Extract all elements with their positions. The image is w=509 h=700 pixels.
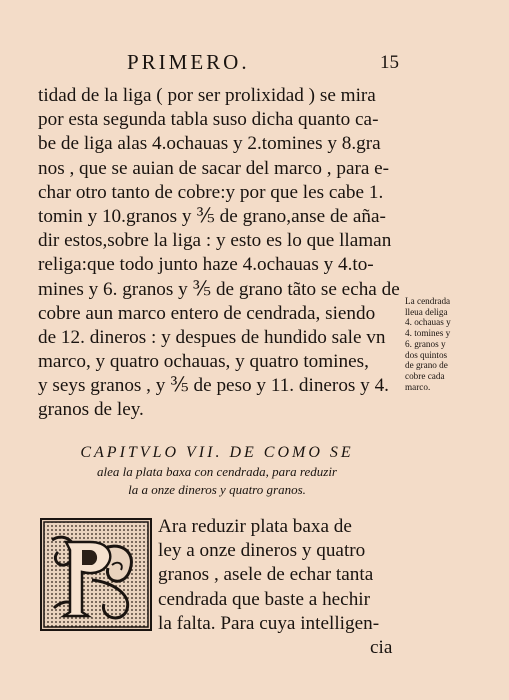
margin-note-line: lleua deliga bbox=[405, 306, 448, 317]
margin-note-line: dos quintos bbox=[405, 349, 448, 360]
text-line: marco, y quatro ochauas, y quatro tomines, bbox=[38, 351, 369, 373]
chapter-heading bbox=[47, 443, 387, 499]
margin-note-line: cobre cada bbox=[405, 370, 445, 381]
text-line: cendrada que baste a hechir bbox=[158, 588, 371, 610]
margin-note-line: 6. granos y bbox=[405, 338, 446, 349]
page-number: 15 bbox=[380, 52, 399, 73]
chapter-subtitle: alea la plata baxa con cendrada, para reduzir bbox=[97, 464, 337, 479]
text-line: Ara reduzir plata baxa de bbox=[158, 516, 352, 537]
paragraph-text bbox=[158, 515, 398, 660]
text-line: tomin y 10.granos y ⅗ de grano,anse de aña- bbox=[38, 205, 386, 227]
margin-note-line: 4. ochauas y bbox=[405, 317, 451, 328]
chapter-subtitle: la a onze dineros y quatro granos. bbox=[128, 482, 306, 497]
margin-note-line: marco. bbox=[405, 381, 431, 392]
text-line: granos , asele de echar tanta bbox=[158, 564, 374, 586]
margin-note-line: La cendrada bbox=[405, 296, 451, 306]
text-line: religa:que todo junto haze 4.ochauas y 4.to- bbox=[38, 254, 374, 276]
decorated-initial bbox=[40, 518, 152, 631]
text-line: cobre aun marco entero de cendrada, siendo bbox=[38, 302, 376, 324]
text-line: mines y 6. granos y ⅗ de grano tãto se echa de bbox=[38, 278, 400, 300]
initial-ornament-icon bbox=[42, 520, 150, 629]
running-head: PRIMERO. bbox=[127, 50, 250, 74]
text-line: cia bbox=[370, 636, 393, 658]
text-line: be de liga alas 4.ochauas y 2.tomines y 8.gra bbox=[38, 133, 381, 155]
text-line: nos , que se auian de sacar del marco , para e- bbox=[38, 157, 390, 179]
chapter-title: CAPITVLO VII. DE COMO SE bbox=[80, 444, 354, 461]
text-line: por esta segunda tabla suso dicha quanto ca- bbox=[38, 109, 379, 131]
text-line: dir estos,sobre la liga : y esto es lo que llaman bbox=[38, 230, 392, 252]
margin-note-line: 4. tomines y bbox=[405, 328, 451, 339]
text-line: y seys granos , y ⅗ de peso y 11. dineros y 4. bbox=[38, 375, 389, 397]
text-line: de 12. dineros : y despues de hundido sale vn bbox=[38, 326, 386, 348]
text-line: tidad de la liga ( por ser prolixidad ) se mira bbox=[38, 85, 376, 106]
margin-note-line: de grano de bbox=[405, 360, 448, 371]
margin-note bbox=[405, 296, 487, 392]
text-line: la falta. Para cuya intelligen- bbox=[158, 612, 380, 634]
body-text bbox=[38, 84, 398, 423]
text-line: char otro tanto de cobre:y por que les cabe 1. bbox=[38, 181, 384, 203]
text-line: ley a onze dineros y quatro bbox=[158, 540, 366, 562]
text-line: granos de ley. bbox=[38, 399, 144, 421]
